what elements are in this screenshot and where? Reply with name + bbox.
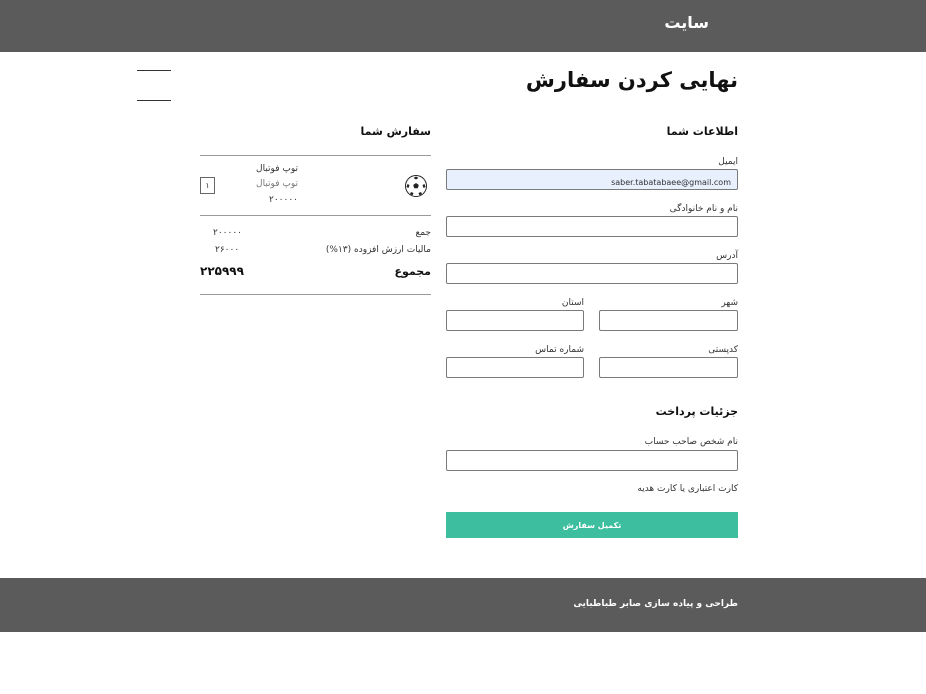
menu-line-top[interactable] — [137, 70, 171, 71]
address-input[interactable] — [447, 267, 737, 286]
divider — [200, 215, 431, 216]
soccer-ball-icon — [405, 175, 427, 197]
postal-code-input[interactable] — [600, 361, 737, 380]
city-label: شهر — [721, 298, 738, 308]
phone-input[interactable] — [447, 361, 583, 380]
address-label: آدرس — [716, 251, 738, 261]
name-label: نام و نام خانوادگی — [669, 204, 738, 214]
postal-code-field[interactable] — [599, 357, 738, 378]
tax-label: مالیات ارزش افزوده (۱۳%) — [325, 245, 431, 255]
page-title: نهایی کردن سفارش — [525, 68, 738, 92]
account-holder-input[interactable] — [447, 454, 737, 473]
postal-code-label: کدپستی — [708, 345, 738, 355]
site-header — [0, 0, 926, 52]
total-label: مجموع — [394, 265, 431, 278]
quantity-box[interactable]: ۱ — [200, 177, 215, 194]
phone-field[interactable] — [446, 357, 584, 378]
address-field[interactable] — [446, 263, 738, 284]
item-price: ۲۰۰۰۰۰ — [268, 195, 298, 205]
province-input[interactable] — [447, 314, 583, 333]
site-footer — [0, 578, 926, 632]
footer-credit: طراحی و پیاده سازی صابر طباطبایی — [573, 599, 738, 609]
province-label: استان — [561, 298, 584, 308]
item-name[interactable]: توپ فوتبال — [256, 164, 298, 174]
divider — [200, 294, 431, 295]
complete-order-button[interactable]: تکمیل سفارش — [446, 512, 738, 538]
province-field[interactable] — [446, 310, 584, 331]
total-value: ۲۲۵۹۹۹ — [200, 264, 244, 278]
email-field[interactable] — [446, 169, 738, 190]
subtotal-label: جمع — [415, 228, 431, 238]
city-input[interactable] — [600, 314, 737, 333]
phone-label: شماره تماس — [535, 345, 584, 355]
email-label: ایمیل — [718, 157, 738, 167]
city-field[interactable] — [599, 310, 738, 331]
order-summary-title: سفارش شما — [360, 125, 431, 138]
menu-line-bottom[interactable] — [137, 100, 171, 101]
divider — [200, 155, 431, 156]
customer-info-title: اطلاعات شما — [666, 125, 738, 138]
tax-value: ۲۶۰۰۰ — [215, 245, 240, 255]
account-holder-label: نام شخص صاحب حساب — [644, 437, 738, 447]
account-holder-field[interactable] — [446, 450, 738, 471]
site-title[interactable]: سایت — [664, 13, 709, 32]
item-description: توپ فوتبال — [256, 179, 298, 189]
name-input[interactable] — [447, 220, 737, 239]
payment-title: جزئیات پرداخت — [655, 405, 738, 418]
email-input[interactable] — [447, 173, 737, 192]
card-type-text: کارت اعتباری یا کارت هدیه — [637, 484, 738, 494]
subtotal-value: ۲۰۰۰۰۰ — [213, 228, 243, 238]
name-field[interactable] — [446, 216, 738, 237]
